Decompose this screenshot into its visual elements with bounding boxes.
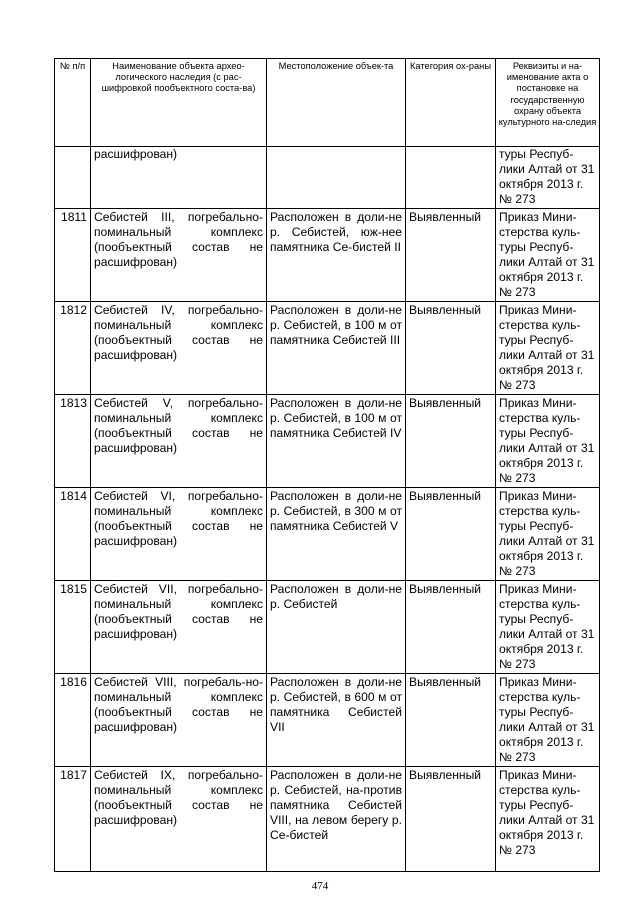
row-name-cell: Себистей VII, погребально-поминальный комплекс (пообъектный состав не расшифрован) bbox=[91, 581, 267, 674]
row-requisites-cell: Приказ Мини-стерства куль-туры Респуб-лики Алтай от 31 октября 2013 г. № 273 bbox=[496, 395, 600, 488]
row-requisites-cell: Приказ Мини-стерства куль-туры Респуб-лики Алтай от 31 октября 2013 г. № 273 bbox=[496, 209, 600, 302]
row-location-cell: Расположен в доли-не р. Себистей bbox=[267, 581, 406, 674]
row-name-cell: Себистей IV, погребально-поминальный комплекс (пообъектный состав не расшифрован) bbox=[91, 302, 267, 395]
row-name-cell: Себистей IX, погребально-поминальный комплекс (пообъектный состав не расшифрован) bbox=[91, 767, 267, 872]
header-number: № п/п bbox=[55, 59, 91, 147]
row-requisites-cell: Приказ Мини-стерства куль-туры Респуб-лики Алтай от 31 октября 2013 г. № 273 bbox=[496, 581, 600, 674]
row-name-cell: Себистей III, погребально-поминальный комплекс (пообъектный состав не расшифрован) bbox=[91, 209, 267, 302]
header-requisites: Реквизиты и на-именование акта о постановке на государственную охрану объекта культурного на-следия bbox=[496, 59, 600, 147]
continuation-name-cell: расшифрован) bbox=[91, 147, 267, 209]
page-number: 474 bbox=[311, 880, 329, 892]
continuation-row bbox=[55, 147, 600, 209]
row-number-cell: 1811 bbox=[55, 209, 91, 302]
continuation-location-cell bbox=[267, 147, 406, 209]
table-row bbox=[55, 488, 600, 581]
table-row bbox=[55, 395, 600, 488]
row-location-cell: Расположен в доли-не р. Себистей, на-против памятника Себистей VIII, на левом берегу р. Се-бистей bbox=[267, 767, 406, 872]
row-location-cell: Расположен в доли-не р. Себистей, в 300 м от памятника Себистей V bbox=[267, 488, 406, 581]
row-location-cell: Расположен в доли-не р. Себистей, юж-нее памятника Се-бистей II bbox=[267, 209, 406, 302]
heritage-objects-table bbox=[54, 58, 600, 872]
header-location: Местоположение объек-та bbox=[267, 59, 406, 147]
table-row bbox=[55, 674, 600, 767]
row-number-cell: 1816 bbox=[55, 674, 91, 767]
table-row bbox=[55, 581, 600, 674]
table-body bbox=[55, 147, 600, 872]
row-number-cell: 1815 bbox=[55, 581, 91, 674]
continuation-requisites-cell: туры Респуб-лики Алтай от 31 октября 2013 г. № 273 bbox=[496, 147, 600, 209]
row-number-cell: 1817 bbox=[55, 767, 91, 872]
row-category-cell: Выявленный bbox=[406, 581, 496, 674]
table-row bbox=[55, 302, 600, 395]
row-number-cell: 1813 bbox=[55, 395, 91, 488]
row-category-cell: Выявленный bbox=[406, 395, 496, 488]
row-requisites-cell: Приказ Мини-стерства куль-туры Респуб-лики Алтай от 31 октября 2013 г. № 273 bbox=[496, 674, 600, 767]
continuation-category-cell bbox=[406, 147, 496, 209]
row-category-cell: Выявленный bbox=[406, 488, 496, 581]
row-name-cell: Себистей VIII, погребаль-но-поминальный комплекс (пообъектный состав не расшифрован) bbox=[91, 674, 267, 767]
row-name-cell: Себистей VI, погребально-поминальный комплекс (пообъектный состав не расшифрован) bbox=[91, 488, 267, 581]
table-header bbox=[55, 59, 600, 147]
table-row bbox=[55, 209, 600, 302]
header-row bbox=[55, 59, 600, 147]
header-category: Категория ох-раны bbox=[406, 59, 496, 147]
row-location-cell: Расположен в доли-не р. Себистей, в 100 м от памятника Себистей IV bbox=[267, 395, 406, 488]
row-location-cell: Расположен в доли-не р. Себистей, в 600 м от памятника Себистей VII bbox=[267, 674, 406, 767]
row-category-cell: Выявленный bbox=[406, 209, 496, 302]
row-requisites-cell: Приказ Мини-стерства куль-туры Респуб-лики Алтай от 31 октября 2013 г. № 273 bbox=[496, 767, 600, 872]
row-category-cell: Выявленный bbox=[406, 767, 496, 872]
table-row bbox=[55, 767, 600, 872]
row-number-cell: 1812 bbox=[55, 302, 91, 395]
row-requisites-cell: Приказ Мини-стерства куль-туры Респуб-лики Алтай от 31 октября 2013 г. № 273 bbox=[496, 488, 600, 581]
row-category-cell: Выявленный bbox=[406, 674, 496, 767]
row-category-cell: Выявленный bbox=[406, 302, 496, 395]
row-number-cell: 1814 bbox=[55, 488, 91, 581]
row-requisites-cell: Приказ Мини-стерства куль-туры Респуб-лики Алтай от 31 октября 2013 г. № 273 bbox=[496, 302, 600, 395]
continuation-number-cell bbox=[55, 147, 91, 209]
row-name-cell: Себистей V, погребально-поминальный комплекс (пообъектный состав не расшифрован) bbox=[91, 395, 267, 488]
row-location-cell: Расположен в доли-не р. Себистей, в 100 м от памятника Себистей III bbox=[267, 302, 406, 395]
header-object-name: Наименование объекта архео-логического наследия (с рас-шифровкой пообъектного соста-ва) bbox=[91, 59, 267, 147]
